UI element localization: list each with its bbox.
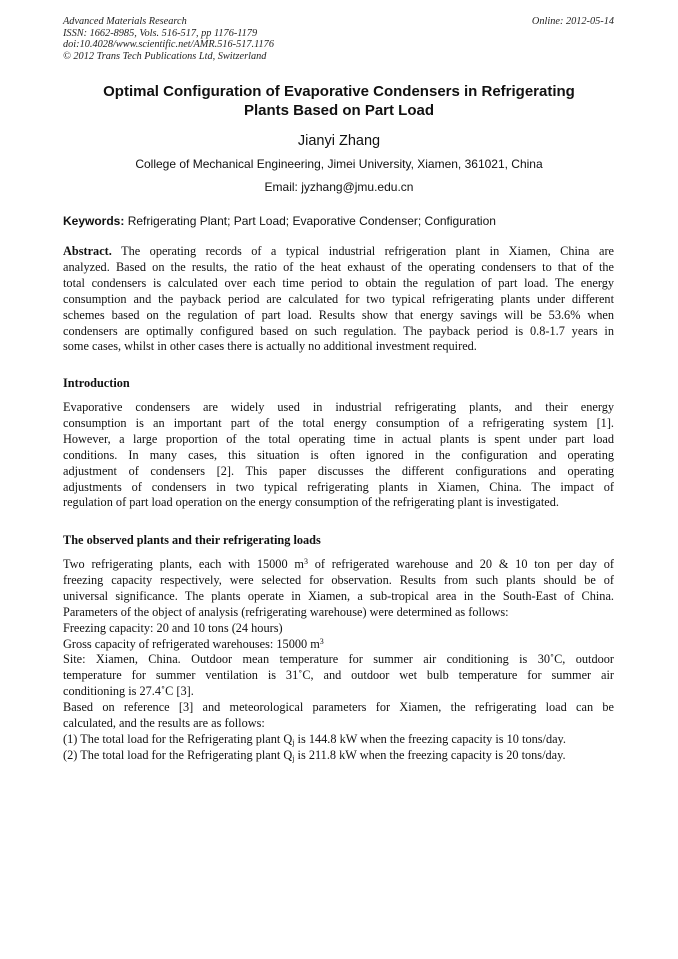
abstract-label: Abstract. (63, 244, 112, 258)
introduction-heading: Introduction (63, 376, 130, 390)
observed-line: Site: Xiamen, China. Outdoor mean temperature for summer air conditioning is 30˚C, outdoor (63, 652, 614, 667)
intro-line: conditions. In many cases, this situation is often ignored in the configuration and operating (63, 447, 614, 462)
journal-name: Advanced Materials Research (63, 16, 187, 27)
paper-title (70, 82, 608, 120)
observed-line: Freezing capacity: 20 and 10 tons (24 hours) (63, 620, 283, 635)
abstract-line: analyzed. Based on the results, the ratio of the heat exhaust of the operating condensers to that of the (63, 259, 614, 274)
journal-header (63, 16, 274, 62)
keywords (63, 214, 623, 228)
observed-body (63, 557, 614, 764)
observed-line: Based on reference [3] and meteorological parameters for Xiamen, the refrigerating load can be (63, 700, 614, 715)
abstract (63, 244, 614, 355)
title-line-1: Optimal Configuration of Evaporative Condensers in Refrigerating (103, 83, 575, 100)
observed-line: temperature for summer ventilation is 31˚C, and outdoor wet bulb temperature for summer air (63, 668, 614, 683)
keywords-text: Refrigerating Plant; Part Load; Evaporative Condenser; Configuration (127, 214, 496, 228)
observed-line: conditioning is 27.4˚C [3]. (63, 684, 194, 699)
title-line-2: Plants Based on Part Load (243, 102, 435, 119)
observed-line: Parameters of the object of analysis (refrigerating warehouse) were determined as follows: (63, 604, 509, 619)
introduction-body (63, 400, 614, 511)
intro-line: However, a large proportion of the total operating time in actual plants is spent under part load (63, 431, 614, 446)
keywords-label: Keywords: (63, 214, 125, 228)
intro-line: regulation of part load operation on the energy consumption of the refrigerating plant is investigated. (63, 495, 559, 510)
intro-line: Evaporative condensers are widely used in industrial refrigerating plants, and their energy (63, 400, 614, 414)
intro-line: consumption is an important part of the total energy consumption of a refrigerating system [1]. (63, 415, 614, 430)
affiliation: College of Mechanical Engineering, Jimei University, Xiamen, 361021, China (135, 157, 543, 171)
abstract-line: total condensers is calculated over each time period to obtain the regulation of part load. The energy (63, 275, 614, 290)
copyright-line: © 2012 Trans Tech Publications Ltd, Switzerland (63, 50, 267, 62)
intro-line: adjustment of condensers [2]. This paper discusses the different configurations and operating (63, 463, 614, 478)
observed-line: (2) The total load for the Refrigerating plant $Q_j$ is 211.8 kW when the freezing capacity is 20 tons/day. (63, 747, 566, 763)
intro-line: adjustments of condensers in two typical refrigerating plants in Xiamen, China. The impact of (63, 479, 614, 494)
abstract-line: schemes based on the regulation of part load. Results show that energy savings will be 53.6% when (63, 307, 614, 322)
online-date: Online: 2012-05-14 (531, 16, 614, 27)
abstract-line: condensers are optimally configured based on such regulation. The payback period is 0.8-1.7 years in (63, 323, 614, 338)
abstract-line: some cases, whilst in other cases there is actually no additional investment required. (63, 339, 477, 354)
abstract-line: Abstract. The operating records of a typical industrial refrigeration plant in Xiamen, China are (63, 244, 614, 258)
observed-line: (1) The total load for the Refrigerating plant $Q_j$ is 144.8 kW when the freezing capacity is 10 tons/day. (63, 731, 566, 747)
observed-line: calculated, and the results are as follows: (63, 716, 265, 731)
issn-line: ISSN: 1662-8985, Vols. 516-517, pp 1176-1179 (63, 27, 258, 39)
doi-line: doi:10.4028/www.scientific.net/AMR.516-517.1176 (63, 39, 274, 50)
author-email: Email: jyzhang@jmu.edu.cn (264, 180, 414, 194)
observed-line: Gross capacity of refrigerated warehouses: 15000 $m^3$ (63, 636, 324, 651)
abstract-line: consumption and the payback period are calculated for two typical refrigerating plants under different (63, 291, 614, 306)
observed-line: freezing capacity respectively, were selected for observation. Results from such plants should be of (63, 572, 614, 587)
observed-heading: The observed plants and their refrigerating loads (63, 533, 321, 547)
observed-line: universal significance. The plants operate in Xiamen, a sub-tropical area in the South-East of China. (63, 588, 614, 603)
author-name: Jianyi Zhang (297, 133, 381, 149)
observed-line: Two refrigerating plants, each with 15000 $m^3$ of refrigerated warehouse and 20 & 10 ton per day of (63, 557, 615, 571)
